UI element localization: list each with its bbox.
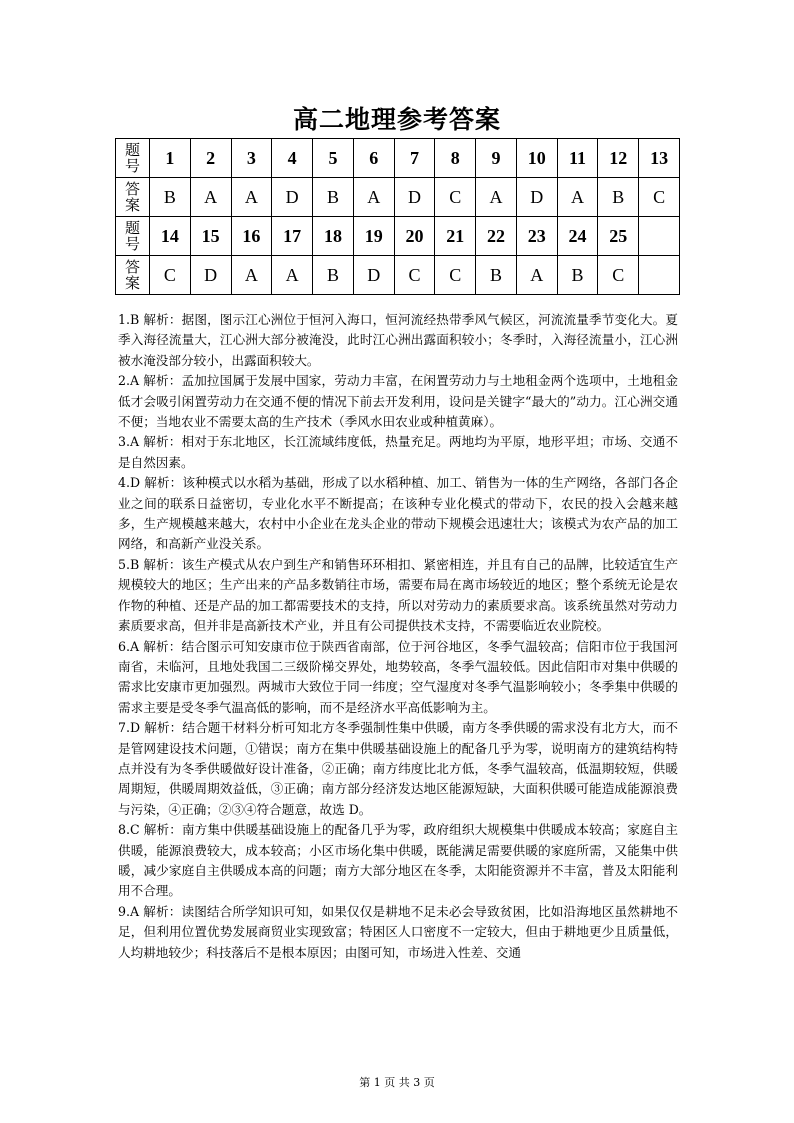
- table-cell: B: [598, 178, 639, 217]
- table-cell: B: [313, 178, 354, 217]
- table-cell: 21: [435, 217, 476, 256]
- table-cell: 20: [394, 217, 435, 256]
- table-cell: B: [313, 256, 354, 295]
- row-header: 答 案: [116, 178, 150, 217]
- explanation-paragraph: 8.C 解析：南方集中供暖基础设施上的配备几乎为零，政府组织大规模集中供暖成本较高；家庭自主供暖，能源浪费较大，成本较高；小区市场化集中供暖，既能满足需要供暖的家庭所需，又能集中供暖，减少家庭自主供暖成本高的问题；南方大部分地区在冬季，太阳能资源并不丰富，普及太阳能利用不合理。: [118, 822, 678, 899]
- answer-row: [116, 178, 680, 217]
- table-cell: [639, 256, 680, 295]
- table-cell: [639, 217, 680, 256]
- table-cell: 10: [516, 139, 557, 178]
- table-cell: A: [190, 178, 231, 217]
- explanations: [118, 310, 678, 963]
- table-cell: 9: [476, 139, 517, 178]
- table-cell: A: [516, 256, 557, 295]
- table-cell: D: [516, 178, 557, 217]
- page-title: 高二地理参考答案: [292, 105, 501, 134]
- table-cell: A: [353, 178, 394, 217]
- table-cell: A: [231, 256, 272, 295]
- table-cell: C: [394, 256, 435, 295]
- explanation-paragraph: 5.B 解析：该生产模式从农户到生产和销售环环相扣、紧密相连，并且有自己的品牌，比较适宜生产规模较大的地区；生产出来的产品多数销往市场，需要布局在离市场较近的地区；整个系统无论是农作物的种植、还是产品的加工都需要技术的支持，所以对劳动力的素质要求高。该系统虽然对劳动力素质要求高，但并非是高新技术产业，并且有公司提供技术支持，不需要临近农业院校。: [118, 556, 678, 634]
- table-cell: C: [150, 256, 191, 295]
- table-cell: 15: [190, 217, 231, 256]
- explanation-paragraph: 2.A 解析：孟加拉国属于发展中国家，劳动力丰富，在闲置劳动力与土地租金两个选项中，土地租金低才会吸引闲置劳动力在交通不便的情况下前去开发利用，设问是关键字“最大的”动力。江心洲交通不便；当地农业不需要太高的生产技术（季风水田农业或种植黄麻）。: [118, 373, 678, 430]
- table-cell: 23: [516, 217, 557, 256]
- table-cell: 22: [476, 217, 517, 256]
- table-cell: 19: [353, 217, 394, 256]
- explanation-paragraph: 7.D 解析：结合题干材料分析可知北方冬季强制性集中供暖，南方冬季供暖的需求没有北方大，而不是管网建设技术问题，①错误；南方在集中供暖基础设施上的配备几乎为零，说明南方的建筑结构特点并没有为冬季供暖做好设计准备，②正确；南方纬度比北方低，冬季气温较高，低温期较短，供暖周期短，供暖周期效益低，③正确；南方部分经济发达地区能源短缺，大面积供暖可能造成能源浪费与污染，④正确；②③④符合题意，故选 D。: [118, 720, 678, 817]
- page-footer: 第 1 页 共 3 页: [359, 1076, 435, 1089]
- table-cell: 11: [557, 139, 598, 178]
- table-cell: C: [639, 178, 680, 217]
- table-cell: B: [557, 256, 598, 295]
- table-cell: 1: [150, 139, 191, 178]
- table-cell: 17: [272, 217, 313, 256]
- table-cell: D: [190, 256, 231, 295]
- table-cell: 16: [231, 217, 272, 256]
- table-cell: B: [150, 178, 191, 217]
- table-cell: 25: [598, 217, 639, 256]
- answer-row: [116, 256, 680, 295]
- table-cell: D: [353, 256, 394, 295]
- table-cell: A: [272, 256, 313, 295]
- table-cell: 4: [272, 139, 313, 178]
- row-header: 答 案: [116, 256, 150, 295]
- table-cell: 14: [150, 217, 191, 256]
- explanation-paragraph: 3.A 解析：相对于东北地区，长江流域纬度低，热量充足。两地均为平原，地形平坦；市场、交通不是自然因素。: [118, 434, 678, 470]
- table-cell: 7: [394, 139, 435, 178]
- explanation-paragraph: 1.B 解析：据图，图示江心洲位于恒河入海口，恒河流经热带季风气候区，河流流量季节变化大。夏季入海径流量大，江心洲大部分被淹没，此时江心洲出露面积较小；冬季时，入海径流量小，江心洲被水淹没部分较小，出露面积较大。: [118, 312, 678, 368]
- table-cell: 5: [313, 139, 354, 178]
- row-header: 题 号: [116, 217, 150, 256]
- question-number-row: [116, 217, 680, 256]
- table-cell: C: [435, 256, 476, 295]
- table-cell: 18: [313, 217, 354, 256]
- table-cell: 6: [353, 139, 394, 178]
- table-cell: 13: [639, 139, 680, 178]
- table-cell: D: [272, 178, 313, 217]
- table-cell: A: [557, 178, 598, 217]
- question-number-row: [116, 139, 680, 178]
- table-cell: D: [394, 178, 435, 217]
- table-cell: A: [231, 178, 272, 217]
- table-cell: A: [476, 178, 517, 217]
- answer-table: [115, 138, 680, 295]
- table-cell: C: [598, 256, 639, 295]
- explanation-paragraph: 4.D 解析：该种模式以水稻为基础，形成了以水稻种植、加工、销售为一体的生产网络，各部门各企业之间的联系日益密切，专业化水平不断提高；在该种专业化模式的带动下，农民的投入会越来越多，生产规模越来越大，农村中小企业在龙头企业的带动下规模会迅速壮大；该模式为农产品的加工网络，和高新产业没关系。: [118, 475, 678, 552]
- table-cell: B: [476, 256, 517, 295]
- table-cell: 2: [190, 139, 231, 178]
- table-cell: 12: [598, 139, 639, 178]
- explanation-paragraph: 6.A 解析：结合图示可知安康市位于陕西省南部，位于河谷地区，冬季气温较高；信阳市位于我国河南省，未临河，且地处我国二三级阶梯交界处，地势较高，冬季气温较低。因此信阳市对集中供暖的需求比安康市更加强烈。两城市大致位于同一纬度；空气湿度对冬季气温影响较小；冬季集中供暖的需求主要是受冬季气温高低的影响，而不是经济水平高低影响为主。: [118, 638, 678, 715]
- table-cell: 8: [435, 139, 476, 178]
- table-cell: C: [435, 178, 476, 217]
- table-cell: 24: [557, 217, 598, 256]
- row-header: 题 号: [116, 139, 150, 178]
- explanation-paragraph: 9.A 解析：读图结合所学知识可知，如果仅仅是耕地不足未必会导致贫困，比如沿海地区虽然耕地不足，但利用位置优势发展商贸业实现致富；特困区人口密度不一定较大，但由于耕地更少且质量低，人均耕地较少；科技落后不是根本原因；由图可知，市场进入性差、交通: [118, 903, 678, 960]
- table-cell: 3: [231, 139, 272, 178]
